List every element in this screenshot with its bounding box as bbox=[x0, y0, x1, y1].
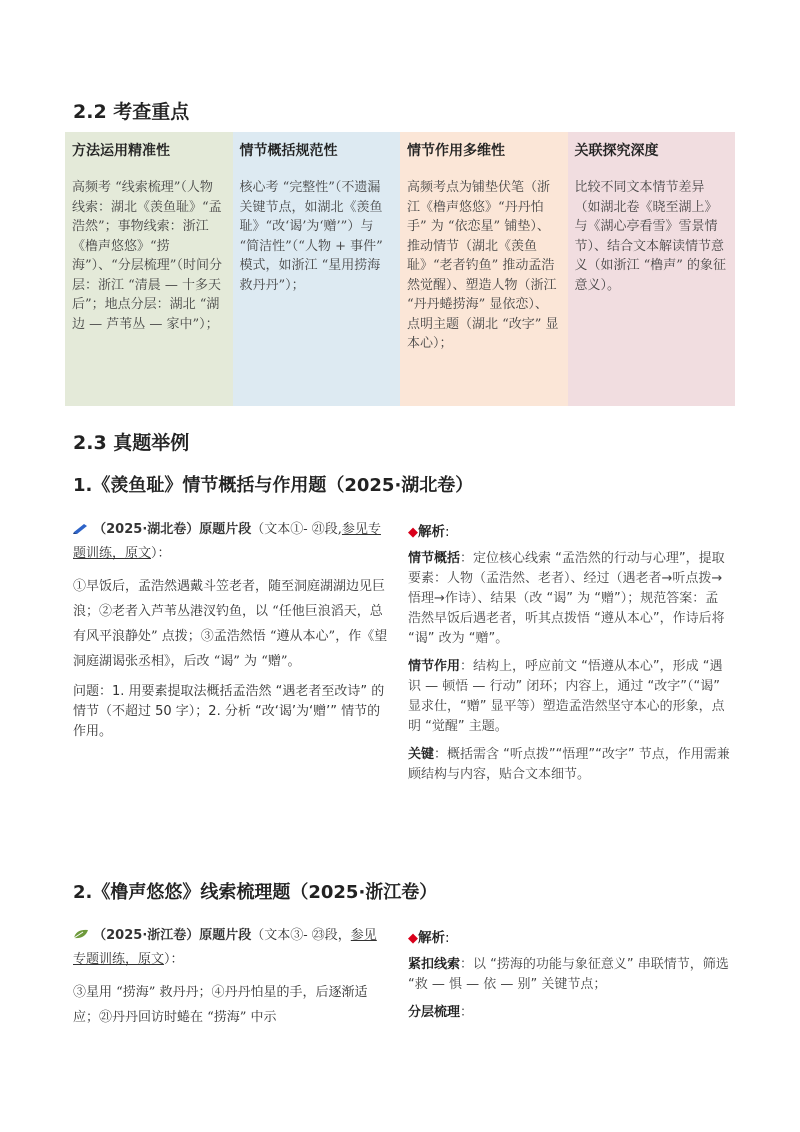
analysis-key: 关键：概括需含 “听点拨”“悟理”“改字” 节点，作用需兼顾结构与内容，贴合文本细节。 bbox=[408, 747, 730, 782]
source-line bbox=[73, 924, 388, 972]
analysis-clue: 紧扣线索：以 “捞海的功能与象征意义” 串联情节，筛选 “救 — 惧 — 依 — 别” 关键节点； bbox=[408, 957, 729, 992]
analysis-layers: 分层梳理： bbox=[408, 1005, 474, 1020]
section-title-2-3: 2.3 真题举例 bbox=[73, 432, 190, 454]
leaf-icon bbox=[73, 928, 89, 940]
analysis-title: ◆解析: bbox=[408, 524, 450, 540]
example-2-analysis bbox=[408, 928, 730, 1031]
source-end: ）： bbox=[164, 952, 184, 967]
analysis-function: 情节作用：结构上，呼应前文 “悟遵从本心”，形成 “遇识 — 顿悟 — 行动” 闭环；内容上，通过 “改字”（“谒” 显求仕，“赠” 显平等）塑造孟浩然坚守本心的形象，点明 “觉醒” 主题。 bbox=[408, 659, 725, 734]
pen-icon bbox=[73, 522, 89, 534]
key-label: 关键 bbox=[408, 747, 435, 762]
analysis-title: ◆解析: bbox=[408, 930, 450, 946]
key-points-grid bbox=[65, 132, 735, 406]
question-body: ：1. 用要素提取法概括孟浩然 “遇老者至改诗” 的情节（不超过 50 字）；2. 分析 “改‘谒’为‘赠’” 情节的作用。 bbox=[73, 684, 385, 739]
source-range: （文本①- ㉑段, bbox=[251, 522, 342, 537]
example-1-source bbox=[73, 518, 388, 742]
layers-label: 分层梳理 bbox=[408, 1005, 461, 1020]
source-end: ）： bbox=[151, 546, 171, 561]
column-head: 方法运用精准性 bbox=[72, 143, 170, 159]
source-lead: （2025·湖北卷）原题片段 bbox=[93, 522, 252, 537]
example-2-title: 2.《橹声悠悠》线索梳理题（2025·浙江卷） bbox=[73, 882, 438, 903]
source-range: （文本③- ㉓段， bbox=[251, 928, 351, 943]
column-body: 比较不同文本情节差异（如湖北卷《晓至湖上》与《湖心亭看雪》雪景情节）、结合文本解读情节意义（如浙江 “橹声” 的象征意义）。 bbox=[574, 180, 727, 293]
column-body: 核心考 “完整性”（不遗漏关键节点，如湖北《羡鱼耻》“改‘谒’为‘赠’”）与 “简洁性”（“人物 + 事件” 模式，如浙江 “星用捞海救丹丹”）； bbox=[239, 180, 383, 293]
source-line bbox=[73, 518, 388, 566]
column-head: 关联探究深度 bbox=[574, 143, 659, 159]
training-link[interactable]: 参见专题训练，原文 bbox=[73, 928, 377, 967]
diamond-icon: ◆ bbox=[408, 931, 418, 946]
training-link[interactable]: 参见专题训练，原文 bbox=[73, 522, 381, 561]
summary-label: 情节概括 bbox=[408, 551, 461, 566]
example-1-title: 1.《羡鱼耻》情节概括与作用题（2025·湖北卷） bbox=[73, 475, 474, 496]
analysis-summary: 情节概括：定位核心线索 “孟浩然的行动与心理”，提取要素：人物（孟浩然、老者）、经过（遇老者→听点拨→悟理→作诗）、结果（改 “谒” 为 “赠”）；规范答案：孟浩然早饭后遇老者，听其点拨悟 “遵从本心”，作诗后将 “谒” 改为 “赠”。 bbox=[408, 551, 725, 646]
column-head: 情节概括规范性 bbox=[239, 143, 338, 159]
diamond-icon: ◆ bbox=[408, 525, 418, 540]
question-label: 问题 bbox=[73, 684, 100, 699]
question-text bbox=[73, 682, 388, 742]
column-function bbox=[400, 132, 568, 406]
function-label: 情节作用 bbox=[408, 659, 461, 674]
section-title-2-2: 2.2 考查重点 bbox=[73, 101, 190, 123]
column-depth bbox=[568, 132, 736, 406]
column-method bbox=[65, 132, 233, 406]
source-lead: （2025·浙江卷）原题片段 bbox=[93, 928, 252, 943]
passage-text: ①早饭后，孟浩然遇戴斗笠老者，随至洞庭湖湖边见巨浪；②老者入芦苇丛港汊钓鱼，以 “任他巨浪滔天，总有风平浪静处” 点拨；③孟浩然悟 “遵从本心”，作《望洞庭湖谒张丞相》，后改 “谒” 为 “赠”。 bbox=[73, 579, 388, 669]
column-summary bbox=[233, 132, 401, 406]
clue-label: 紧扣线索 bbox=[408, 957, 461, 972]
column-body: 高频考点为铺垫伏笔（浙江《橹声悠悠》“丹丹怕手” 为 “依恋星” 铺垫）、推动情节（湖北《羡鱼耻》“老者钓鱼” 推动孟浩然觉醒）、塑造人物（浙江 “丹丹蜷捞海” 显依恋）、点明主题（湖北 “改字” 显本心）； bbox=[407, 180, 559, 351]
example-1-analysis bbox=[408, 522, 730, 793]
passage-text: ③星用 “捞海” 救丹丹；④丹丹怕星的手，后逐渐适应；㉑丹丹回访时蜷在 “捞海” 中示 bbox=[73, 985, 368, 1025]
column-head: 情节作用多维性 bbox=[407, 143, 505, 159]
column-body: 高频考 “线索梳理”（人物线索：湖北《羡鱼耻》“孟浩然”；事物线索：浙江《橹声悠悠》“捞海”）、“分层梳理”（时间分层：浙江 “清晨 — 十多天后”；地点分层：湖北 “湖边 — 芦苇丛 — 家中”）； bbox=[72, 180, 222, 332]
example-2-source bbox=[73, 924, 388, 1030]
